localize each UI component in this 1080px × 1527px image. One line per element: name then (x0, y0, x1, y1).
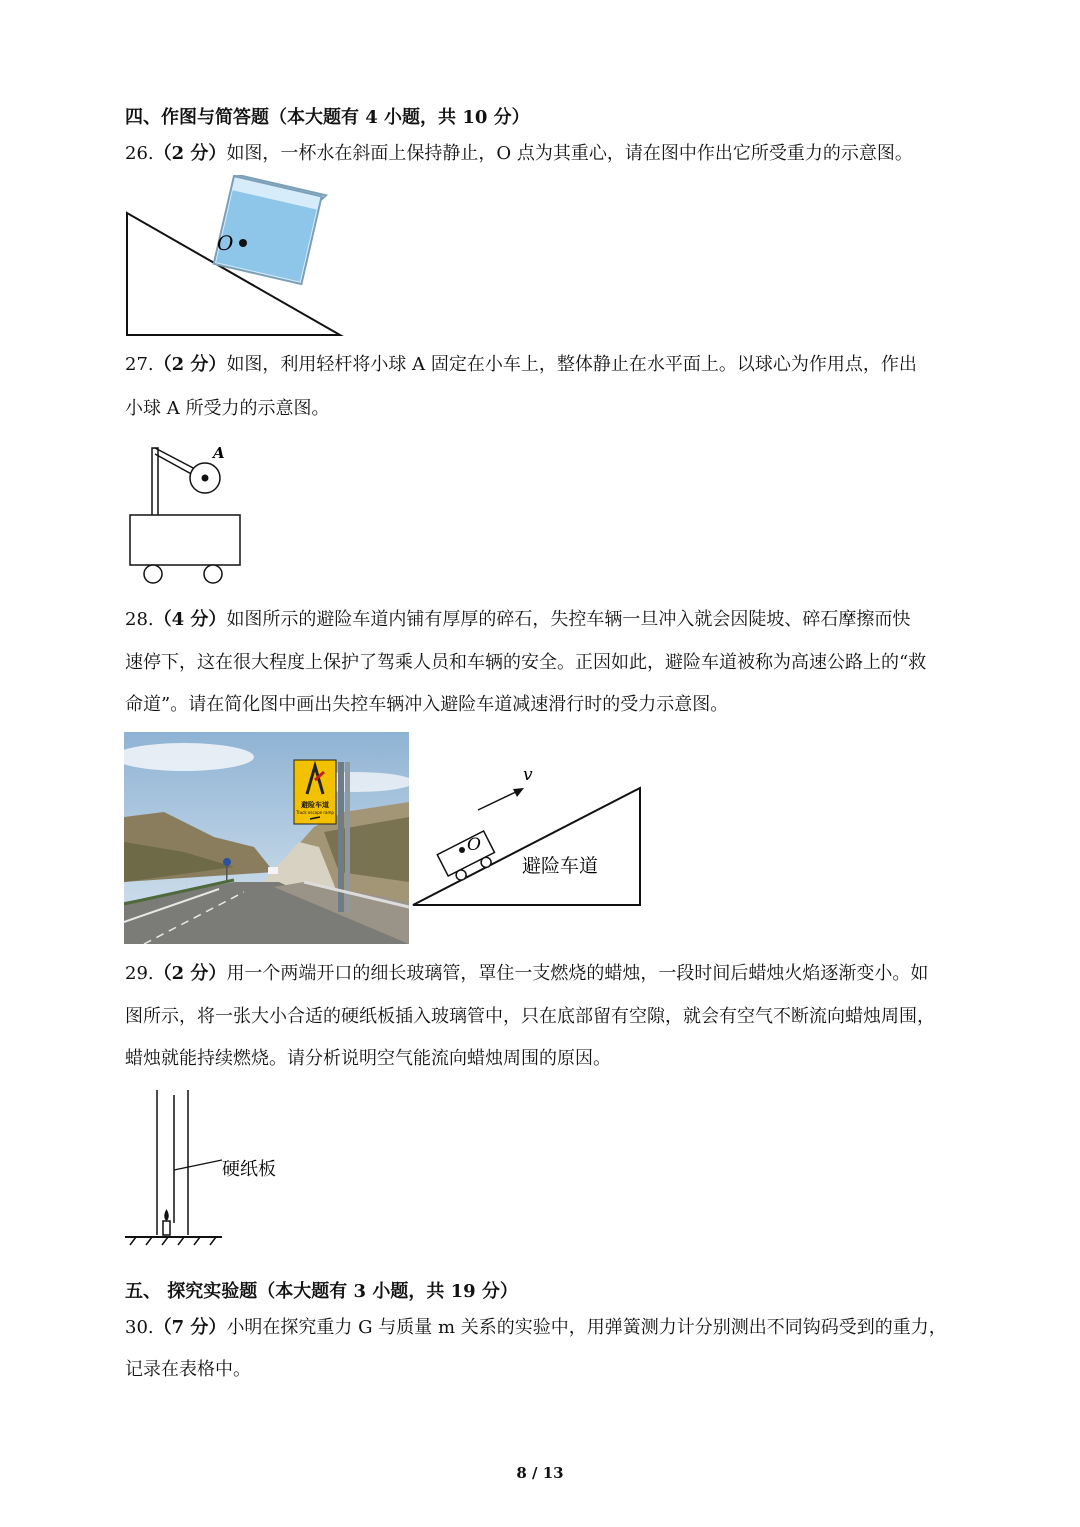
q27-score: （2 分） (153, 354, 227, 375)
q29-score: （2 分） (153, 963, 227, 984)
q28-text-line2: 速停下，这在很大程度上保护了驾乘人员和车辆的安全。正因如此，避险车道被称为高速公路上的“救 (125, 652, 927, 673)
water-beaker (210, 175, 326, 285)
section5-title: 五、 探究实验题（本大题有 3 小题，共 19 分） (125, 1281, 518, 1302)
candle (163, 1221, 170, 1235)
ball-center-dot (202, 475, 209, 482)
cart-wheel-left (144, 565, 162, 583)
photo-car (268, 867, 278, 874)
section4-title: 四、作图与简答题（本大题有 4 小题，共 10 分） (125, 107, 530, 128)
cardboard-pointer (174, 1160, 222, 1170)
q29-text-line2: 图所示，将一张大小合适的硬纸板插入玻璃管中，只在底部留有空隙，就会有空气不断流向蜡烛周围， (125, 1006, 935, 1027)
q28-text-line1 (125, 608, 910, 632)
cardboard-label: 硬纸板 (222, 1159, 276, 1180)
q28-text-line3: 命道”。请在简化图中画出失控车辆冲入避险车道减速滑行时的受力示意图。 (125, 694, 729, 715)
q26-number: 26. (125, 143, 154, 164)
q28-number: 28. (125, 609, 154, 630)
q29-question-line1: 用一个两端开口的细长玻璃管，罩住一支燃烧的蜡烛，一段时间后蜡烛火焰逐渐变小。如 (226, 963, 929, 984)
q28-simplified-figure (410, 762, 650, 912)
q27-text-line2: 小球 A 所受力的示意图。 (125, 398, 330, 419)
q26-o-label: O (217, 231, 234, 255)
center-of-gravity-dot (239, 239, 247, 247)
q29-text-line1 (125, 962, 928, 986)
q27-text-line1 (125, 353, 917, 377)
sign-text: 避险车道 (301, 801, 329, 809)
q30-number: 30. (125, 1317, 154, 1338)
candle-flame-icon (164, 1209, 169, 1221)
ball-a-label: A (213, 444, 225, 462)
q26-question: 如图，一杯水在斜面上保持静止，O 点为其重心，请在图中作出它所受重力的示意图。 (226, 143, 913, 164)
q29-figure (122, 1085, 292, 1250)
q27-figure (125, 440, 250, 588)
q26-text (125, 142, 913, 166)
light-rod (155, 448, 197, 470)
q30-question-line1: 小明在探究重力 G 与质量 m 关系的实验中，用弹簧测力计分别测出不同钩码受到的重力， (226, 1317, 947, 1338)
q28-question-line1: 如图所示的避险车道内铺有厚厚的碎石，失控车辆一旦冲入就会因陡坡、碎石摩擦而快 (226, 609, 911, 630)
q26-figure (122, 175, 347, 340)
vehicle-o-label: O (467, 835, 481, 855)
support-post (152, 448, 158, 515)
sign-subtext: Truck escape ramp (296, 810, 334, 815)
ramp-label: 避险车道 (522, 855, 599, 877)
cart-wheel-right (204, 565, 222, 583)
page-number: 8 / 13 (516, 1464, 564, 1482)
vehicle-center-dot (459, 847, 465, 853)
q30-score: （7 分） (153, 1317, 227, 1338)
ramp-triangle (413, 788, 640, 905)
q30-text-line1 (125, 1316, 947, 1340)
q30-text-line2: 记录在表格中。 (125, 1359, 251, 1380)
q27-number: 27. (125, 354, 154, 375)
q26-score: （2 分） (153, 143, 227, 164)
q27-question-line1: 如图，利用轻杆将小球 A 固定在小车上，整体静止在水平面上。以球心为作用点，作出 (226, 354, 917, 375)
escape-ramp-photo (124, 732, 409, 944)
cart-body (130, 515, 240, 565)
velocity-label: v (523, 765, 533, 785)
q29-text-line3: 蜡烛就能持续燃烧。请分析说明空气能流向蜡烛周围的原因。 (125, 1048, 611, 1069)
q29-number: 29. (125, 963, 154, 984)
q28-score: （4 分） (153, 609, 227, 630)
